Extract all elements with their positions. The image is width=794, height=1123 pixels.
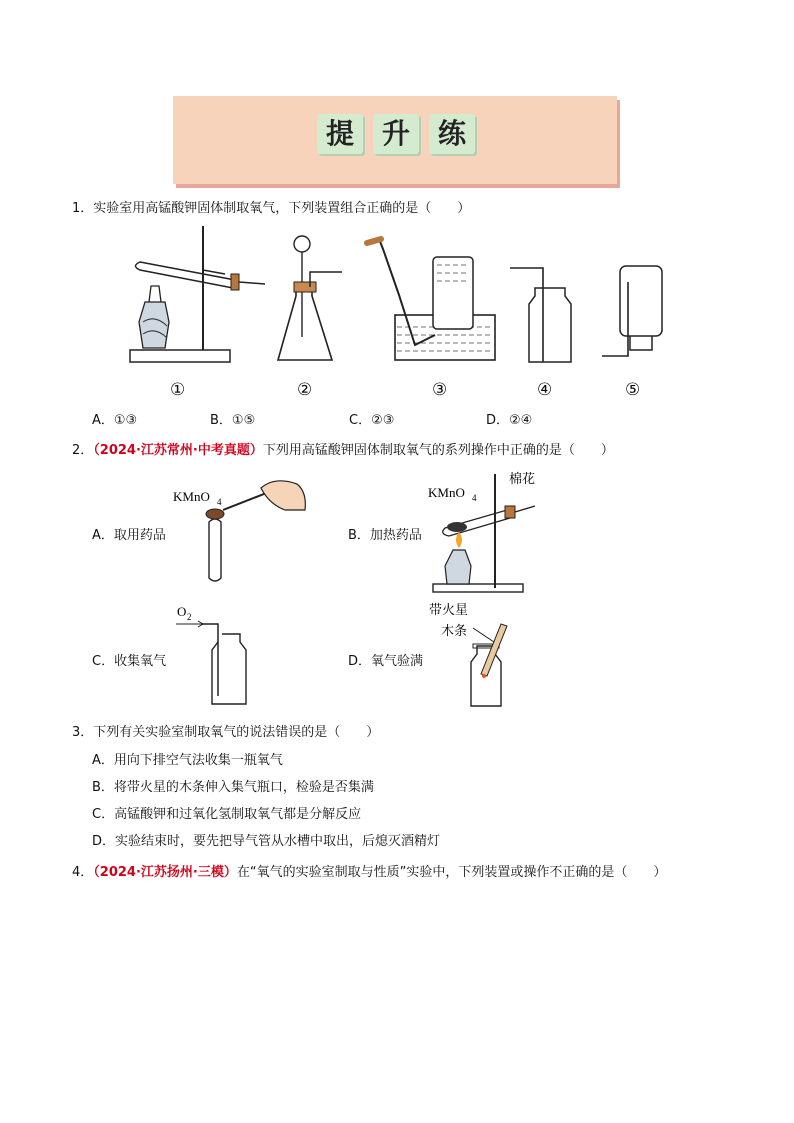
banner-char: 提 xyxy=(317,114,363,154)
q1-apparatus-3 xyxy=(365,235,500,367)
q4-source: （2024·江苏扬州·三模） xyxy=(93,865,237,880)
q2-option-a[interactable]: A．取用药品 xyxy=(92,528,166,543)
q3-option-c[interactable]: C．高锰酸钾和过氧化氢制取氧气都是分解反应 xyxy=(92,807,362,822)
q2-source: （2024·江苏常州·中考真题） xyxy=(93,443,263,458)
q2-number: 2． xyxy=(72,443,94,458)
q4-number: 4． xyxy=(72,865,94,880)
subscript-4: 4 xyxy=(217,497,222,507)
q3-option-b[interactable]: B．将带火星的木条伸入集气瓶口，检验是否集满 xyxy=(92,780,374,795)
q1-option-b[interactable]: B．①⑤ xyxy=(210,413,256,428)
banner-char: 练 xyxy=(429,114,475,154)
q4-text: 在“氧气的实验室制取与性质”实验中，下列装置或操作不正确的是（ ） xyxy=(236,865,667,880)
q1-apparatus-4 xyxy=(505,262,580,367)
q4-stem xyxy=(72,861,666,880)
q3-option-a[interactable]: A．用向下排空气法收集一瓶氧气 xyxy=(92,753,283,768)
section-banner xyxy=(173,96,617,184)
q2-figure-c xyxy=(172,600,262,710)
q2-stem xyxy=(72,439,614,458)
cotton-label: 棉花 xyxy=(509,471,536,486)
q2-option-c[interactable]: C．收集氧气 xyxy=(92,654,167,669)
q1-apparatus-5 xyxy=(600,262,675,367)
q1-apparatus-1 xyxy=(125,222,275,372)
subscript-2: 2 xyxy=(187,612,192,622)
banner-title xyxy=(317,114,475,154)
q1-figure-label: ① xyxy=(170,380,186,400)
q3-option-d[interactable]: D．实验结束时，要先把导气管从水槽中取出，后熄灭酒精灯 xyxy=(92,834,441,849)
q2-figure-b xyxy=(425,470,540,595)
q1-option-d[interactable]: D．②④ xyxy=(486,413,533,428)
stick-label-2: 木条 xyxy=(441,623,468,638)
q1-figure-label: ③ xyxy=(432,380,448,400)
q1-option-c[interactable]: C．②③ xyxy=(349,413,395,428)
stick-label-1: 带火星 xyxy=(429,602,469,617)
q2-text: 下列用高锰酸钾固体制取氧气的系列操作中正确的是（ ） xyxy=(262,443,614,458)
q2-option-d[interactable]: D．氧气验满 xyxy=(348,654,424,669)
banner-char: 升 xyxy=(373,114,419,154)
q1-stem: 1．实验室用高锰酸钾固体制取氧气，下列装置组合正确的是（ ） xyxy=(72,201,471,216)
q1-figure-label: ④ xyxy=(537,380,553,400)
q1-figure-label: ⑤ xyxy=(625,380,641,400)
q2-option-b[interactable]: B．加热药品 xyxy=(348,528,422,543)
q3-stem: 3．下列有关实验室制取氧气的说法错误的是（ ） xyxy=(72,725,380,740)
kmno4-label: KMnO xyxy=(428,485,465,500)
q2-figure-a xyxy=(165,470,315,585)
subscript-4: 4 xyxy=(472,493,477,503)
q2-figure-d xyxy=(425,600,535,710)
o2-label: O xyxy=(177,604,187,619)
q1-figure-label: ② xyxy=(297,380,313,400)
kmno4-label: KMnO xyxy=(173,489,210,504)
q1-option-a[interactable]: A．①③ xyxy=(92,413,138,428)
q1-apparatus-2 xyxy=(270,232,350,367)
